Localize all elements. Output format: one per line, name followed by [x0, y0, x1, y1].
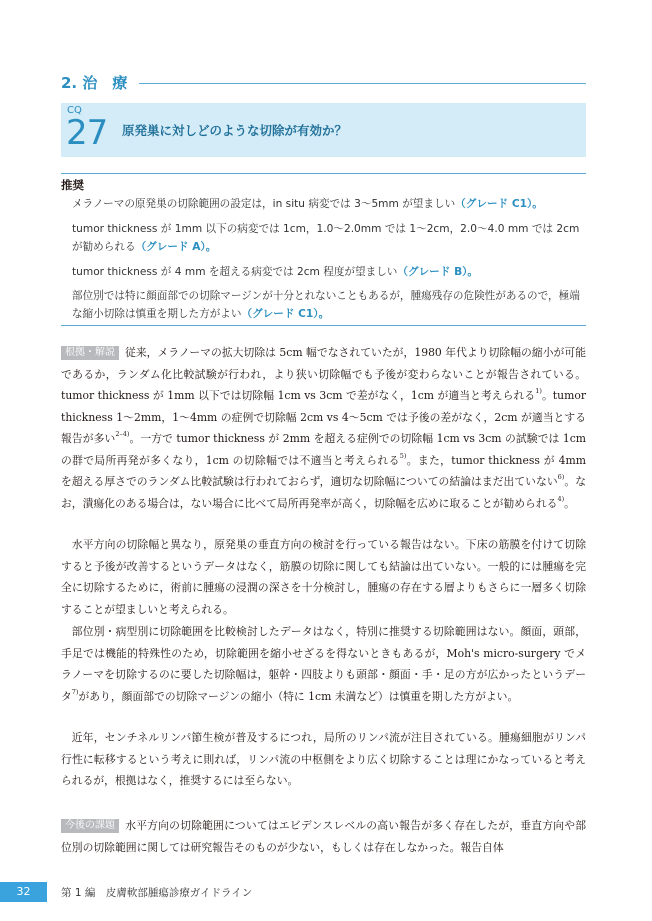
recommendation-top-divider	[61, 173, 586, 174]
recommendation-item: tumor thickness が 1mm 以下の病変では 1cm，1.0〜2.0mm では 1〜2cm，2.0〜4.0 mm では 2cm が勧められる（グレード A）。	[72, 223, 580, 253]
recommendation-item: メラノーマの原発巣の切除範囲の設定は，in situ 病変では 3〜5mm が望ましい（グレード C1）。	[72, 198, 543, 210]
grade-label: （グレード C1）。	[455, 198, 543, 210]
grade-label: （グレード B）。	[397, 266, 479, 278]
reference-mark: 4)	[557, 494, 565, 503]
paragraph-future: 今後の課題 水平方向の切除範囲についてはエビデンスレベルの高い報告が多く存在したが，垂直方向や部位別の切除範囲に関しては研究報告そのものが少ない，もしくは存在しなかった。報告自体	[61, 819, 586, 854]
recommendation-item: 部位別では特に顔面部での切除マージンが十分とれないこともあるが，腫瘍残存の危険性があるので，極端な縮小切除は慎重を期した方がよい（グレード C1）。	[72, 290, 580, 320]
paragraph-basis-1: 根拠・解説 従来，メラノーマの拡大切除は 5cm 幅でなされていたが，1980 年代より切除幅の縮小が可能であるか，ランダム化比較試験が行われ，より狭い切除幅でも予後が変わらないことが報告されている。tumor thickness が 1mm 以下では切除幅 1cm vs 3cm で差がなく，1cm が適当と考えられる$^{1)}$。tumor thickness 1〜2mm，1〜4mm の症例で切除幅 2cm vs 4〜5cm では予後の差がなく，2cm が適当とする報告が多い$^{2-4)}$。一方で tumor thickness が 2mm を超える症例での切除幅 1cm vs 3cm の試験では 1cm の群で局所再発が多くなり，1cm の切除幅では不適当と考えられる$^{5)}$。また，tumor thickness が 4mm を超える厚さでのランダム比較試験は行われておらず，適切な切除幅についての結論はまだ出ていない$^{6)}$。なお，潰瘍化のある場合は，ない場合に比べて局所再発率が高く，切除幅を広めに取ることが勧められる$^{4)}$。	[61, 346, 587, 510]
basis-badge: 根拠・解説	[61, 346, 119, 360]
grade-label: （グレード A）。	[135, 241, 217, 253]
recommendation-heading: 推奨	[61, 178, 84, 192]
recommendation-item: tumor thickness が 4 mm を超える病変では 2cm 程度が望ましい（グレード B）。	[72, 266, 479, 278]
paragraph-basis-2: 水平方向の切除幅と異なり，原発巣の垂直方向の検討を行っている報告はない。下床の筋膜を付けて切除すると予後が改善するというデータはなく，筋膜の切除に関しても結論は出ていない。一般的には腫瘍を完全に切除するために，術前に腫瘍の浸潤の深さを十分検討し，腫瘍の存在する層よりもさらに一層多く切除することが望ましいと考えられる。	[61, 538, 586, 616]
recommendation-bottom-divider	[61, 325, 586, 326]
reference-mark: 6)	[557, 473, 565, 481]
cq-label: CQ	[67, 105, 82, 116]
section-title: 2. 治 療	[61, 74, 128, 92]
reference-mark: 2–4)	[115, 430, 130, 438]
cq-number: 27	[66, 113, 108, 153]
grade-label: （グレード C1）。	[241, 308, 330, 320]
cq-title: 原発巣に対しどのような切除が有効か？	[122, 123, 348, 138]
paragraph-basis-3: 部位別・病型別に切除範囲を比較検討したデータはなく，特別に推奨する切除範囲はない。顔面，頭部，手足では機能的特殊性のため，切除範囲を縮小せざるを得ないときもあるが，Moh's micro-surgery でメラノーマを切除するのに要した切除幅は，躯幹・四肢よりも頭部・顔面・手・足の方が広かったというデータ$^{7)}$があり，顔面部での切除マージンの縮小（特に 1cm 未満など）は慎重を期した方がよい。	[61, 625, 586, 703]
section-heading	[61, 72, 586, 94]
paragraph-basis-4: 近年，センチネルリンパ節生検が普及するにつれ，局所のリンパ流が注目されている。腫瘍細胞がリンパ行性に転移するという考えに則れば，リンパ流の中枢側をより広く切除することは理にかなっていると考えられるが，根拠はなく，推奨するには至らない。	[61, 731, 586, 787]
future-badge: 今後の課題	[61, 819, 119, 833]
page-number: 32	[16, 885, 31, 898]
reference-mark: 1)	[535, 387, 542, 395]
reference-mark: 7)	[71, 687, 79, 696]
section-divider	[139, 83, 586, 84]
cq-box	[61, 103, 586, 157]
footer-running-title: 第 1 編 皮膚軟部腫瘍診療ガイドライン	[61, 887, 253, 899]
reference-mark: 5)	[399, 451, 407, 460]
